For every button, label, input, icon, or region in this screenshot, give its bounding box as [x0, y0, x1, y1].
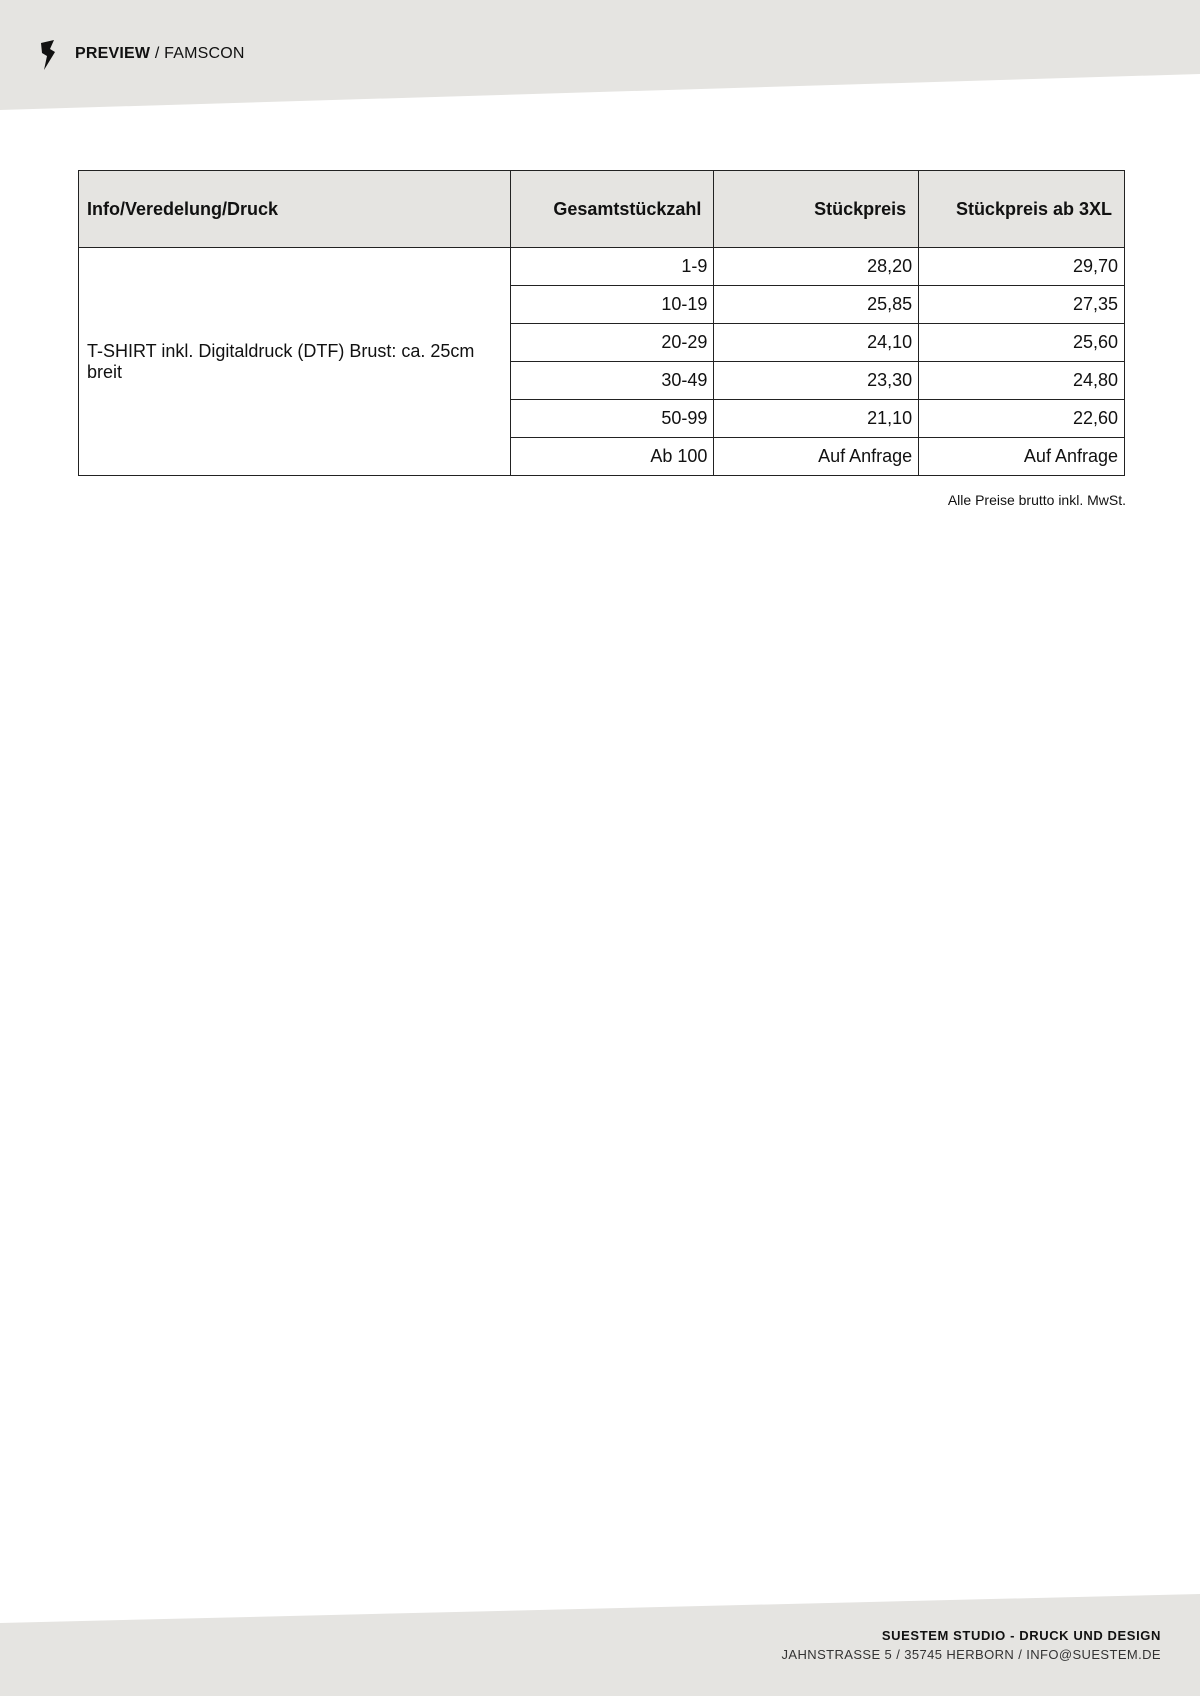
lightning-bolt-icon — [40, 40, 56, 70]
price-cell: 21,10 — [714, 400, 919, 438]
price-3xl-cell: 25,60 — [919, 324, 1125, 362]
footer-company: SUESTEM STUDIO - DRUCK UND DESIGN — [881, 1628, 1161, 1643]
brand-name: FAMSCON — [164, 45, 245, 62]
column-header-price-3xl: Stückpreis ab 3XL — [919, 171, 1125, 248]
quantity-cell: 20-29 — [510, 324, 714, 362]
price-3xl-cell: 29,70 — [919, 248, 1125, 286]
price-cell: 23,30 — [714, 362, 919, 400]
footer-band — [0, 1594, 1200, 1696]
column-header-price: Stückpreis — [714, 171, 919, 248]
price-note: Alle Preise brutto inkl. MwSt. — [947, 492, 1126, 508]
footer-address: JAHNSTRASSE 5 / 35745 HERBORN / INFO@SUESTEM.DE — [781, 1647, 1161, 1662]
product-info-cell: T-SHIRT inkl. Digitaldruck (DTF) Brust: ca. 25cm breit — [79, 248, 511, 476]
price-cell: 28,20 — [714, 248, 919, 286]
price-3xl-cell: 27,35 — [919, 286, 1125, 324]
quantity-cell: Ab 100 — [510, 438, 714, 476]
price-table — [78, 170, 1125, 476]
quantity-cell: 1-9 — [510, 248, 714, 286]
column-header-info: Info/Veredelung/Druck — [79, 171, 511, 248]
column-header-quantity: Gesamtstückzahl — [510, 171, 714, 248]
price-3xl-cell: 22,60 — [919, 400, 1125, 438]
quantity-cell: 10-19 — [510, 286, 714, 324]
brand-preview: PREVIEW — [75, 45, 151, 62]
quantity-cell: 30-49 — [510, 362, 714, 400]
price-3xl-cell: Auf Anfrage — [919, 438, 1125, 476]
quantity-cell: 50-99 — [510, 400, 714, 438]
price-cell: 24,10 — [714, 324, 919, 362]
price-cell: 25,85 — [714, 286, 919, 324]
brand-separator: / — [150, 45, 165, 62]
brand-title — [75, 45, 245, 63]
price-cell: Auf Anfrage — [714, 438, 919, 476]
table-row — [79, 248, 1125, 286]
price-3xl-cell: 24,80 — [919, 362, 1125, 400]
table-header-row — [79, 171, 1125, 248]
